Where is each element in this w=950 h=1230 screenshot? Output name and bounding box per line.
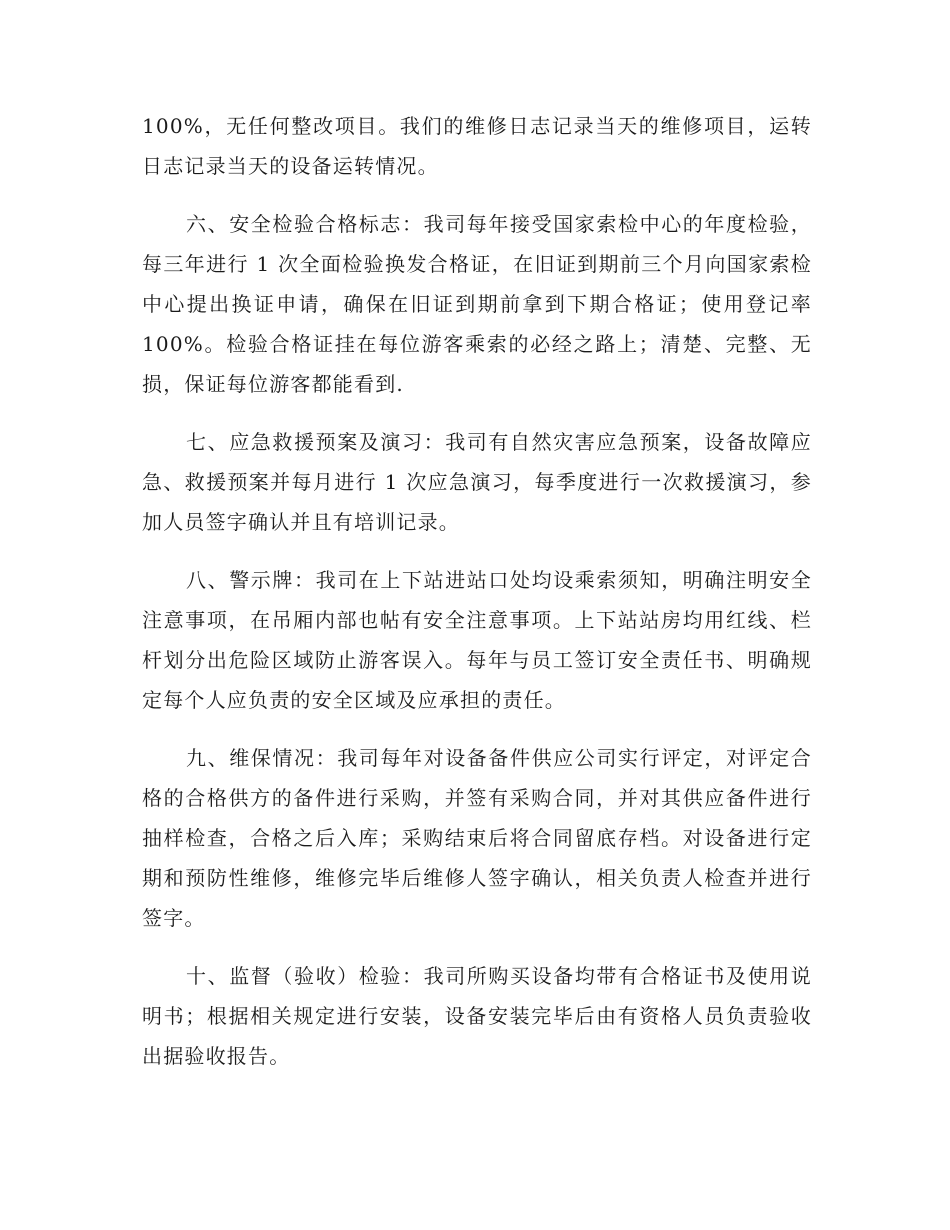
paragraph-continuation: 100%，无任何整改项目。我们的维修日志记录当天的维修项目，运转日志记录当天的设备运转情况。: [142, 114, 812, 178]
paragraph-safety-inspection-certificate: 六、安全检验合格标志：我司每年接受国家索检中心的年度检验，每三年进行 1 次全面检验换发合格证，在旧证到期前三个月向国家索检中心提出换证申请，确保在旧证到期前拿到下期合格证；使用登记率 100%。检验合格证挂在每位游客乘索的必经之路上；清楚、完整、无损，保证每位游客都能看到.: [142, 212, 812, 396]
paragraph-warning-signs: 八、警示牌：我司在上下站进站口处均设乘索须知，明确注明安全注意事项，在吊厢内部也帖有安全注意事项。上下站站房均用红线、栏杆划分出危险区域防止游客误入。每年与员工签订安全责任书、明确规定每个人应负责的安全区域及应承担的责任。: [142, 568, 812, 712]
paragraph-maintenance: 九、维保情况：我司每年对设备备件供应公司实行评定，对评定合格的合格供方的备件进行采购，并签有采购合同，并对其供应备件进行抽样检查，合格之后入库；采购结束后将合同留底存档。对设备进行定期和预防性维修，维修完毕后维修人签字确认，相关负责人检查并进行签字。: [142, 746, 812, 930]
document-body: [142, 106, 812, 1094]
paragraph-supervision-acceptance: 十、监督（验收）检验：我司所购买设备均带有合格证书及使用说明书；根据相关规定进行安装，设备安装完毕后由有资格人员负责验收出据验收报告。: [142, 964, 812, 1068]
paragraph-emergency-rescue-plan: 七、应急救援预案及演习：我司有自然灾害应急预案，设备故障应急、救援预案并每月进行 1 次应急演习，每季度进行一次救援演习，参加人员签字确认并且有培训记录。: [142, 430, 812, 534]
